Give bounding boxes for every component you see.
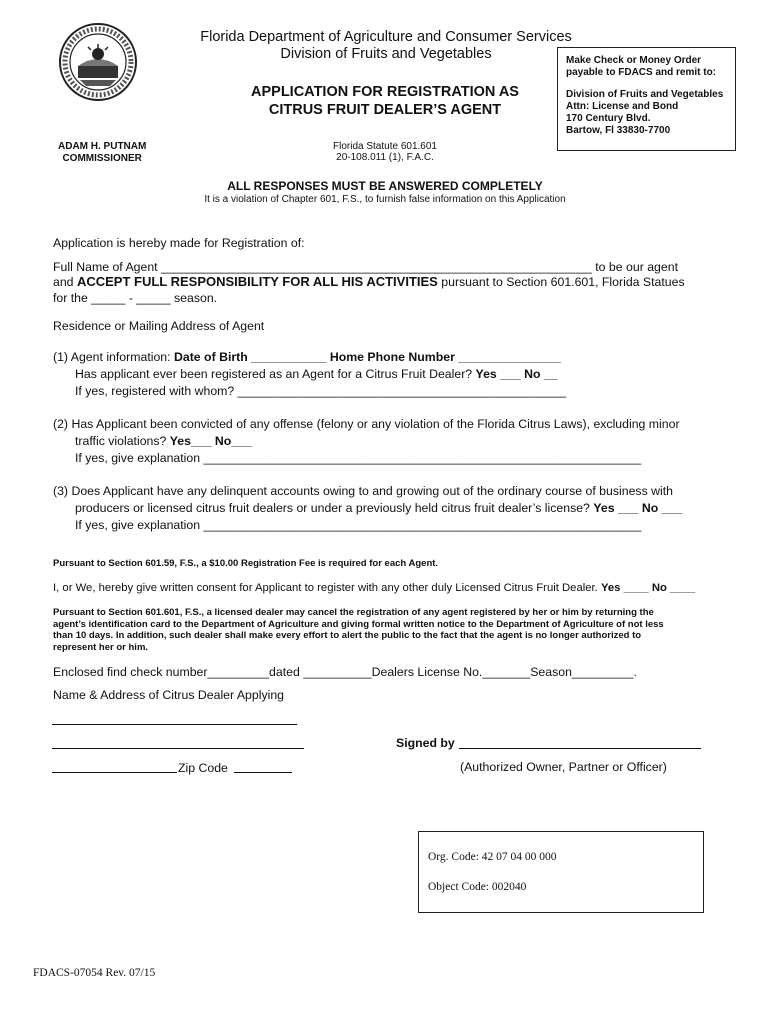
accept-prefix: and [53,275,77,289]
commissioner-title: COMMISSIONER [62,153,142,164]
q1-registered-with-field[interactable]: If yes, registered with whom? ________________________________________________ [75,384,566,398]
q1-label: (1) Agent information: [53,350,174,364]
title-line-2: CITRUS FRUIT DEALER’S AGENT [268,102,502,118]
question-1-line-2 [75,366,558,382]
q3-explanation-field[interactable]: If yes, give explanation ________________________________________________________________ [75,518,642,532]
remit-line-2: payable to FDACS and remit to: [566,67,717,78]
question-3-line-1: (3) Does Applicant have any delinquent accounts owing to and growing out of the ordinary course of business with [53,484,674,498]
signature-line[interactable] [459,748,701,749]
accept-bold-text: ACCEPT FULL RESPONSIBILITY FOR ALL HIS ACTIVITIES [76,274,438,289]
cancel-paragraph [53,607,664,653]
object-code: Object Code: 002040 [428,881,527,893]
q1-registered-text: Has applicant ever been registered as an Agent for a Citrus Fruit Dealer? [75,367,476,381]
season-field[interactable]: for the _____ - _____ season. [53,291,218,305]
consent-text: I, or We, hereby give written consent for Applicant to register with any other duly Licensed Citrus Fruit Dealer. [53,582,601,594]
dealer-city-line[interactable] [52,772,177,773]
signer-role-label: (Authorized Owner, Partner or Officer) [460,760,667,774]
residence-label: Residence or Mailing Address of Agent [53,319,265,333]
zip-code-line[interactable] [234,772,292,773]
dealer-name-address-label: Name & Address of Citrus Dealer Applying [53,688,285,702]
application-title [220,83,550,119]
signed-by-label: Signed by [396,736,455,750]
agency-name: Florida Department of Agriculture and Consumer Services [200,29,572,45]
cancel-line-2: agent’s identification card to the Department of Agriculture and giving formal written notice to the Department of Agriculture of not less [53,618,664,630]
question-1-line-1 [53,349,561,365]
remit-line-5: 170 Century Blvd. [566,113,651,124]
dob-phone-fields[interactable]: Date of Birth ___________ Home Phone Number _______________ [173,350,561,364]
form-number: FDACS-07054 Rev. 07/15 [33,967,156,979]
cancel-line-3: than 10 days. In addition, such dealer shall make every effort to alert the public to the fact that the agent is no longer authorized to [53,630,642,641]
agent-full-name-field[interactable]: Full Name of Agent _______________________________________________________________ to be our agent [53,260,678,274]
remit-line-6: Bartow, Fl 33830-7700 [566,125,671,136]
dealer-address-line-1[interactable] [52,724,297,725]
q2-traffic-text: traffic violations? [75,434,170,448]
question-2-line-1: (2) Has Applicant been convicted of any offense (felony or any violation of the Florida Citrus Laws), excluding minor [53,417,680,431]
consent-yes-no[interactable]: Yes ____ No ____ [600,582,696,594]
fdacs-seal-icon [58,22,138,102]
cancel-line-1: Pursuant to Section 601.601, F.S., a licensed dealer may cancel the registration of any agent registered by her or him by returning the [53,607,654,618]
consent-line [53,580,695,596]
remit-line-4: Attn: License and Bond [566,101,679,112]
commissioner-name: ADAM H. PUTNAM [58,141,147,152]
enclosed-check-fields[interactable]: Enclosed find check number_________dated __________Dealers License No._______Season_________. [53,665,637,679]
remit-line-3: Division of Fruits and Vegetables [566,89,724,100]
cancel-line-4: represent her or him. [53,641,149,653]
accept-responsibility-line [53,274,685,290]
remit-instructions-box [557,47,736,151]
agency-header [190,29,582,63]
q3-producers-text: producers or licensed citrus fruit dealers or under a previously held citrus fruit dealer’s license? [75,501,594,515]
statute-line-1: Florida Statute 601.601 [333,141,437,152]
notice-heading: ALL RESPONSES MUST BE ANSWERED COMPLETELY [227,179,543,193]
office-codes-box [418,831,704,913]
accept-suffix: pursuant to Section 601.601, Florida Statues [437,275,685,289]
title-line-1: APPLICATION FOR REGISTRATION AS [251,84,519,100]
commissioner-block [58,141,146,165]
dealer-address-line-2[interactable] [52,748,304,749]
remit-line-1: Make Check or Money Order [566,55,702,66]
statute-line-2: 20-108.011 (1), F.A.C. [336,152,434,163]
intro-text: Application is hereby made for Registration of: [53,236,305,250]
notice-subheading: It is a violation of Chapter 601, F.S., to furnish false information on this Application [204,194,566,205]
zip-code-label: Zip Code [178,761,228,775]
q2-yes-no[interactable]: Yes___ No___ [169,434,252,448]
question-2-line-2 [75,433,252,449]
question-3-line-2 [75,500,682,516]
registration-fee-notice: Pursuant to Section 601.59, F.S., a $10.00 Registration Fee is required for each Agent. [53,558,439,569]
division-name: Division of Fruits and Vegetables [280,46,492,62]
q1-yes-no[interactable]: Yes ___ No __ [475,367,558,381]
org-code: Org. Code: 42 07 04 00 000 [428,851,557,863]
statute-reference [300,141,470,163]
q3-yes-no[interactable]: Yes ___ No ___ [593,501,683,515]
q2-explanation-field[interactable]: If yes, give explanation ________________________________________________________________ [75,451,642,465]
